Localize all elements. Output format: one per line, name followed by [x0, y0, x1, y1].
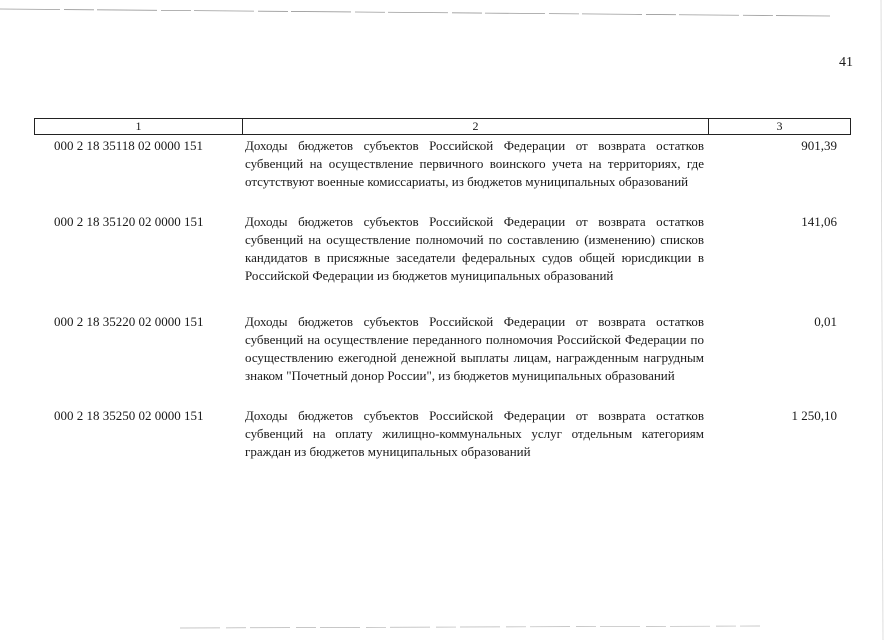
budget-code: 000 2 18 35120 02 0000 151 [54, 214, 204, 229]
table-row [34, 407, 851, 479]
budget-income-table [34, 118, 851, 479]
amount-value: 901,39 [801, 138, 837, 153]
column-header-2: 2 [243, 119, 709, 134]
column-header-1: 1 [35, 119, 243, 134]
income-description: Доходы бюджетов субъектов Российской Федерации от возврата остатков субвенций на осуществление переданного полномочия Российской Федерации по осуществлению ежегодной денежной выплаты лицам, награжденным нагрудным знаком "Почетный донор России", из бюджетов муниципальных образований [245, 314, 704, 383]
amount-value: 0,01 [814, 314, 837, 329]
income-description: Доходы бюджетов субъектов Российской Федерации от возврата остатков субвенций на оплату жилищно-коммунальных услуг отдельным категориям граждан из бюджетов муниципальных образований [245, 408, 704, 459]
income-description: Доходы бюджетов субъектов Российской Федерации от возврата остатков субвенций на осуществление первичного воинского учета на территориях, где отсутствуют военные комиссариаты, из бюджетов муниципальных образований [245, 138, 704, 189]
amount-value: 1 250,10 [791, 408, 837, 423]
amount-value: 141,06 [801, 214, 837, 229]
budget-code: 000 2 18 35220 02 0000 151 [54, 314, 204, 329]
income-description: Доходы бюджетов субъектов Российской Федерации от возврата остатков субвенций на осуществление полномочий по составлению (изменению) списков кандидатов в присяжные заседатели федеральных судов общей юрисдикции в Российской Федерации из бюджетов муниципальных образований [245, 214, 704, 283]
page-number: 41 [839, 55, 853, 70]
budget-code: 000 2 18 35118 02 0000 151 [54, 138, 204, 153]
budget-code: 000 2 18 35250 02 0000 151 [54, 408, 204, 423]
table-header-row [34, 118, 851, 135]
column-header-3: 3 [776, 119, 783, 133]
table-row [34, 213, 851, 303]
table-row [34, 313, 851, 403]
table-row [34, 137, 851, 209]
